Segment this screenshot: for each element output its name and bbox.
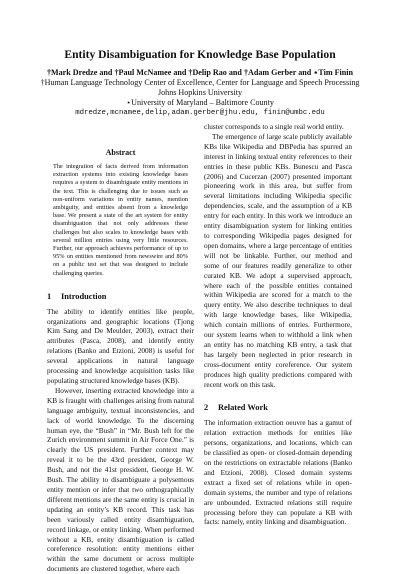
intro-paragraph-2-continued: cluster corresponds to a single real world entity. — [204, 122, 344, 131]
affiliation-umbc: ⋆University of Maryland – Baltimore County — [126, 98, 274, 107]
section-heading-introduction — [47, 292, 194, 302]
paper-title: Entity Disambiguation for Knowledge Base Population — [64, 48, 336, 61]
author-block — [0, 68, 400, 118]
author-names: †Mark Dredze and †Paul McNamee and †Delip Rao and †Adam Gerber and ⋆Tim Finin — [46, 68, 354, 77]
intro-paragraph-1: The ability to identify entities like people, organizations and geographic locations (Tjong Kim Sang and De Meulder, 2003), extract their attributes (Pasca, 2008), and identify entity relations (Banko and Etzioni, 2008) is useful for several applications in natural language processing and knowledge acquisition tasks like populating structured knowledge bases (KB). — [47, 306, 194, 385]
affiliation-jhu: †Human Language Technology Center of Excellence, Center for Language and Speech Processing — [40, 78, 360, 87]
intro-paragraph-2: However, inserting extracted knowledge into a KB is fraught with challenges arising from natural language ambiguity, textual inconsistencies, and lack of world knowledge. To the discerning human eye, the “Bush” in “Mr. Bush left for the Zurich environment summit in Air Force One.” is clearly the US president. Further context may reveal it to be the 43rd president, George W. Bush, and not the 41st president, George H. W. Bush. The ability to disambiguate a polysemous entity mention or infer that two orthographically different mentions are the same entity is crucial in updating an entity’s KB record. This task has been variously called entity disambiguation, record linkage, or entity linking. When performed without a KB, entity disambiguation is called coreference resolution: entity mentions either within the same document or across multiple documents are clustered together, where each — [47, 385, 194, 574]
abstract-heading: Abstract — [105, 148, 136, 157]
affiliation-jhu-university: Johns Hopkins University — [157, 88, 243, 97]
section-title: Introduction — [61, 291, 107, 301]
section-title: Related Work — [218, 403, 268, 413]
section-number: 2 — [204, 403, 209, 413]
section-number: 1 — [47, 291, 52, 301]
abstract-text: The integration of facts derived from information extraction systems into existing knowledge bases requires a system to disambiguate entity mentions in the text. This is challenging due to issues such as non-uniform variations in entity names, mention ambiguity, and entities absent from a knowledge base. We present a state of the art system for entity disambiguation that not only addresses these challenges but also scales to knowledge bases with several million entries using very little resources. Further, our approach achieves performance of up to 95% on entities mentioned from newswire and 80% on a public test set that was designed to include challenging queries. — [53, 162, 188, 277]
section-heading-related-work — [204, 403, 352, 413]
intro-paragraph-3: The emergence of large scale publicly available KBs like Wikipedia and DBPedia has spurred an interest in linking textual entity references to their entries in these public KBs. Bunescu and Pasca (2006) and Cucerzan (2007) presented important pioneering work in this area, but suffer from several limitations including Wikipedia specific dependencies, scale, and the assumption of a KB entry for each entity. In this work we introduce an entity disambiguation system for linking entities to corresponding Wikipedia pages designed for open domains, where a large percentage of entities will not be linkable. Further, our method and some of our features readily generalize to other curated KB. We adopt a supervised approach, where each of the possible entities contained within Wikipedia are scored for a match to the query entity. We also describe techniques to deal with large knowledge bases, like Wikipedia, which contain millions of entries. Furthermore, our system learns when to withhold a link when an entity has no matching KB entry, a task that has largely been neglected in prior research in cross-document entity coreference. Our system produces high quality predictions compared with recent work on this task. — [204, 131, 352, 389]
right-column — [204, 122, 352, 527]
author-emails: mdredze,mcnamee,delip,adam.gerber@jhu.edu, finin@umbc.edu — [75, 109, 325, 117]
left-column — [47, 148, 194, 574]
related-paragraph-1: The information extraction oeuvre has a gamut of relation extraction methods for entities like persons, organizations, and locations, which can be classified as open- or closed-domain depending on the restrictions on extractable relations (Banko and Etzioni, 2008). Closed domain systems extract a fixed set of relations while in open-domain systems, the number and type of relations are unbounded. Extracted relations still require processing before they can populate a KB with facts: namely, entity linking and disambiguation. — [204, 418, 352, 527]
